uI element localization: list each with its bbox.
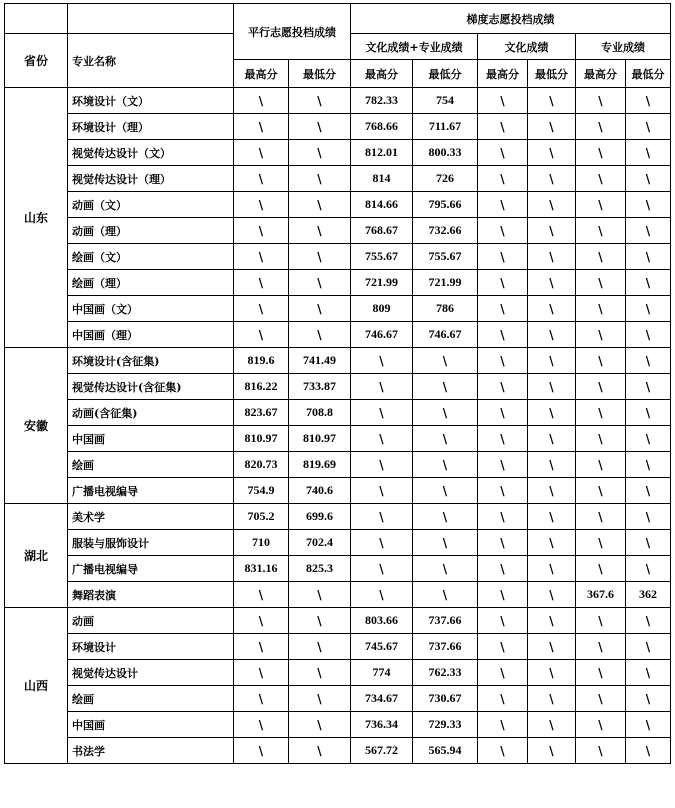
major-name-cell: 服装与服饰设计 xyxy=(68,530,234,556)
table-row xyxy=(5,348,671,374)
score-cell: \ xyxy=(478,530,528,556)
score-cell: \ xyxy=(528,452,576,478)
score-cell: \ xyxy=(478,400,528,426)
major-name-cell: 动画（理） xyxy=(68,218,234,244)
score-cell: 710 xyxy=(234,530,289,556)
score-cell: 820.73 xyxy=(234,452,289,478)
score-cell: \ xyxy=(576,608,626,634)
score-cell: \ xyxy=(478,348,528,374)
score-cell: \ xyxy=(351,556,413,582)
score-cell: \ xyxy=(528,296,576,322)
score-cell: \ xyxy=(289,582,351,608)
score-cell: \ xyxy=(626,504,671,530)
score-cell: \ xyxy=(289,738,351,764)
score-cell: \ xyxy=(351,530,413,556)
score-cell: \ xyxy=(626,530,671,556)
table-row xyxy=(5,712,671,738)
score-cell: \ xyxy=(626,114,671,140)
major-name-cell: 视觉传达设计(含征集) xyxy=(68,374,234,400)
score-cell: 812.01 xyxy=(351,140,413,166)
min-header: 最低分 xyxy=(289,60,351,88)
province-cell: 安徽 xyxy=(5,348,68,504)
major-name-cell: 中国画（文） xyxy=(68,296,234,322)
min-header: 最低分 xyxy=(413,60,478,88)
score-cell: \ xyxy=(289,608,351,634)
culture-plus-major-header: 文化成绩+专业成绩 xyxy=(351,34,478,60)
score-cell: \ xyxy=(528,504,576,530)
score-cell: \ xyxy=(289,660,351,686)
max-header: 最高分 xyxy=(234,60,289,88)
score-cell: 732.66 xyxy=(413,218,478,244)
score-cell: \ xyxy=(234,322,289,348)
score-cell: \ xyxy=(478,556,528,582)
score-cell: 768.66 xyxy=(351,114,413,140)
score-cell: \ xyxy=(289,270,351,296)
score-cell: 831.16 xyxy=(234,556,289,582)
score-cell: \ xyxy=(576,738,626,764)
score-cell: \ xyxy=(576,426,626,452)
score-cell: \ xyxy=(626,686,671,712)
table-row xyxy=(5,296,671,322)
score-cell: \ xyxy=(576,296,626,322)
score-cell: 809 xyxy=(351,296,413,322)
score-cell: 745.67 xyxy=(351,634,413,660)
score-cell: \ xyxy=(626,218,671,244)
table-row xyxy=(5,504,671,530)
major-name-cell: 美术学 xyxy=(68,504,234,530)
score-cell: \ xyxy=(351,348,413,374)
score-cell: \ xyxy=(289,296,351,322)
score-cell: 726 xyxy=(413,166,478,192)
score-cell: \ xyxy=(413,556,478,582)
score-cell: 762.33 xyxy=(413,660,478,686)
major-name-cell: 舞蹈表演 xyxy=(68,582,234,608)
score-cell: \ xyxy=(413,530,478,556)
score-cell: \ xyxy=(576,374,626,400)
score-cell: \ xyxy=(478,322,528,348)
score-cell: \ xyxy=(528,166,576,192)
major-name-cell: 动画(含征集) xyxy=(68,400,234,426)
score-cell: \ xyxy=(478,218,528,244)
score-cell: \ xyxy=(413,478,478,504)
score-cell: \ xyxy=(626,296,671,322)
major-name-cell: 绘画 xyxy=(68,686,234,712)
table-row xyxy=(5,114,671,140)
score-cell: \ xyxy=(234,114,289,140)
score-cell: \ xyxy=(626,712,671,738)
score-cell: 754.9 xyxy=(234,478,289,504)
score-cell: \ xyxy=(413,452,478,478)
score-cell: \ xyxy=(576,218,626,244)
score-cell: \ xyxy=(478,608,528,634)
major-score-header: 专业成绩 xyxy=(576,34,671,60)
score-cell: \ xyxy=(576,400,626,426)
score-cell: 699.6 xyxy=(289,504,351,530)
major-name-cell: 广播电视编导 xyxy=(68,478,234,504)
score-cell: \ xyxy=(351,426,413,452)
score-cell: \ xyxy=(528,322,576,348)
score-cell: \ xyxy=(234,582,289,608)
score-cell: 746.67 xyxy=(413,322,478,348)
score-cell: \ xyxy=(576,556,626,582)
score-cell: \ xyxy=(528,556,576,582)
score-cell: 810.97 xyxy=(289,426,351,452)
score-cell: \ xyxy=(413,504,478,530)
table-row xyxy=(5,374,671,400)
score-cell: 755.67 xyxy=(413,244,478,270)
score-cell: \ xyxy=(528,686,576,712)
score-cell: \ xyxy=(478,686,528,712)
table-row xyxy=(5,140,671,166)
score-cell: \ xyxy=(478,660,528,686)
score-cell: 782.33 xyxy=(351,88,413,114)
score-cell: 755.67 xyxy=(351,244,413,270)
score-cell: \ xyxy=(351,400,413,426)
score-cell: \ xyxy=(413,374,478,400)
score-cell: \ xyxy=(576,712,626,738)
score-cell: 721.99 xyxy=(413,270,478,296)
score-cell: 803.66 xyxy=(351,608,413,634)
score-cell: 737.66 xyxy=(413,634,478,660)
score-cell: \ xyxy=(289,634,351,660)
table-row xyxy=(5,608,671,634)
score-cell: \ xyxy=(576,192,626,218)
score-cell: \ xyxy=(234,660,289,686)
score-cell: \ xyxy=(626,660,671,686)
score-cell: 823.67 xyxy=(234,400,289,426)
score-cell: \ xyxy=(576,244,626,270)
table-row xyxy=(5,244,671,270)
score-cell: 814.66 xyxy=(351,192,413,218)
score-cell: \ xyxy=(576,348,626,374)
score-cell: \ xyxy=(576,530,626,556)
max-header: 最高分 xyxy=(478,60,528,88)
score-cell: 786 xyxy=(413,296,478,322)
score-cell: \ xyxy=(626,426,671,452)
province-header: 省份 xyxy=(5,34,68,88)
table-row xyxy=(5,478,671,504)
score-cell: \ xyxy=(351,478,413,504)
score-cell: \ xyxy=(626,322,671,348)
score-cell: \ xyxy=(478,270,528,296)
culture-header: 文化成绩 xyxy=(478,34,576,60)
score-cell: 567.72 xyxy=(351,738,413,764)
score-cell: 730.67 xyxy=(413,686,478,712)
score-cell: 734.67 xyxy=(351,686,413,712)
major-name-cell: 环境设计（理） xyxy=(68,114,234,140)
score-cell: \ xyxy=(478,166,528,192)
score-cell: 367.6 xyxy=(576,582,626,608)
score-cell: \ xyxy=(234,686,289,712)
score-cell: \ xyxy=(626,608,671,634)
score-cell: 721.99 xyxy=(351,270,413,296)
score-cell: 565.94 xyxy=(413,738,478,764)
score-cell: \ xyxy=(478,478,528,504)
min-header: 最低分 xyxy=(528,60,576,88)
score-cell: \ xyxy=(234,192,289,218)
score-cell: 800.33 xyxy=(413,140,478,166)
score-cell: \ xyxy=(289,244,351,270)
score-cell: \ xyxy=(234,244,289,270)
score-cell: \ xyxy=(528,426,576,452)
table-row xyxy=(5,270,671,296)
admission-scores-table xyxy=(4,3,671,764)
score-cell: \ xyxy=(528,738,576,764)
score-cell: \ xyxy=(478,452,528,478)
parallel-group-header: 平行志愿投档成绩 xyxy=(234,4,351,60)
score-cell: \ xyxy=(528,530,576,556)
score-cell: \ xyxy=(576,660,626,686)
major-name-cell: 中国画 xyxy=(68,712,234,738)
score-cell: \ xyxy=(478,192,528,218)
score-cell: \ xyxy=(528,712,576,738)
score-cell: 814 xyxy=(351,166,413,192)
province-cell: 山东 xyxy=(5,88,68,348)
score-cell: \ xyxy=(234,218,289,244)
score-cell: 708.8 xyxy=(289,400,351,426)
score-cell: \ xyxy=(289,322,351,348)
score-cell: 810.97 xyxy=(234,426,289,452)
score-cell: \ xyxy=(528,114,576,140)
score-cell: \ xyxy=(626,452,671,478)
score-cell: \ xyxy=(234,270,289,296)
score-cell: \ xyxy=(478,582,528,608)
score-cell: 774 xyxy=(351,660,413,686)
table-row xyxy=(5,426,671,452)
score-cell: \ xyxy=(478,426,528,452)
province-cell: 山西 xyxy=(5,608,68,764)
score-cell: 825.3 xyxy=(289,556,351,582)
score-cell: \ xyxy=(626,244,671,270)
score-cell: 729.33 xyxy=(413,712,478,738)
score-cell: \ xyxy=(626,348,671,374)
major-name-cell: 广播电视编导 xyxy=(68,556,234,582)
score-cell: \ xyxy=(289,686,351,712)
table-row xyxy=(5,88,671,114)
score-cell: \ xyxy=(528,400,576,426)
major-name-cell: 环境设计（文） xyxy=(68,88,234,114)
major-name-cell: 绘画（理） xyxy=(68,270,234,296)
score-cell: 819.6 xyxy=(234,348,289,374)
score-cell: \ xyxy=(528,634,576,660)
score-cell: \ xyxy=(576,452,626,478)
gradient-group-header: 梯度志愿投档成绩 xyxy=(351,4,671,34)
major-name-cell: 绘画（文） xyxy=(68,244,234,270)
score-cell: \ xyxy=(528,192,576,218)
score-cell: \ xyxy=(576,140,626,166)
table-row xyxy=(5,686,671,712)
score-cell: \ xyxy=(234,634,289,660)
max-header: 最高分 xyxy=(576,60,626,88)
score-cell: \ xyxy=(626,738,671,764)
table-row xyxy=(5,634,671,660)
score-cell: \ xyxy=(528,478,576,504)
table-row xyxy=(5,530,671,556)
score-cell: 711.67 xyxy=(413,114,478,140)
score-cell: \ xyxy=(576,88,626,114)
max-header: 最高分 xyxy=(351,60,413,88)
score-cell: \ xyxy=(528,140,576,166)
score-cell: 702.4 xyxy=(289,530,351,556)
table-row xyxy=(5,582,671,608)
score-cell: \ xyxy=(289,218,351,244)
table-row xyxy=(5,556,671,582)
score-cell: \ xyxy=(576,166,626,192)
header-blank-cell xyxy=(5,4,68,34)
major-name-cell: 视觉传达设计（文） xyxy=(68,140,234,166)
major-name-cell: 绘画 xyxy=(68,452,234,478)
score-cell: \ xyxy=(351,504,413,530)
score-cell: \ xyxy=(528,88,576,114)
score-cell: \ xyxy=(234,296,289,322)
score-cell: \ xyxy=(576,322,626,348)
score-cell: \ xyxy=(478,712,528,738)
table-row xyxy=(5,166,671,192)
score-cell: \ xyxy=(289,712,351,738)
score-cell: \ xyxy=(234,140,289,166)
table-row xyxy=(5,660,671,686)
score-cell: \ xyxy=(528,660,576,686)
score-cell: 816.22 xyxy=(234,374,289,400)
major-name-cell: 中国画 xyxy=(68,426,234,452)
score-cell: \ xyxy=(626,374,671,400)
score-cell: \ xyxy=(576,270,626,296)
major-name-cell: 动画 xyxy=(68,608,234,634)
score-cell: 705.2 xyxy=(234,504,289,530)
score-cell: \ xyxy=(351,452,413,478)
score-cell: \ xyxy=(234,166,289,192)
score-cell: \ xyxy=(528,374,576,400)
score-cell: 795.66 xyxy=(413,192,478,218)
score-cell: \ xyxy=(626,634,671,660)
score-cell: \ xyxy=(478,296,528,322)
score-cell: \ xyxy=(234,738,289,764)
score-cell: \ xyxy=(478,244,528,270)
score-cell: \ xyxy=(626,166,671,192)
major-name-cell: 视觉传达设计（理） xyxy=(68,166,234,192)
major-header: 专业名称 xyxy=(68,34,234,88)
score-cell: \ xyxy=(528,582,576,608)
score-cell: \ xyxy=(413,426,478,452)
score-cell: \ xyxy=(289,88,351,114)
score-cell: \ xyxy=(234,88,289,114)
score-cell: 746.67 xyxy=(351,322,413,348)
score-cell: \ xyxy=(626,400,671,426)
score-cell: \ xyxy=(528,270,576,296)
score-cell: \ xyxy=(478,114,528,140)
score-cell: \ xyxy=(576,114,626,140)
score-cell: \ xyxy=(234,712,289,738)
score-cell: \ xyxy=(478,634,528,660)
score-cell: \ xyxy=(351,582,413,608)
score-cell: \ xyxy=(413,348,478,374)
score-cell: \ xyxy=(478,504,528,530)
score-cell: \ xyxy=(478,88,528,114)
score-cell: \ xyxy=(478,374,528,400)
score-cell: \ xyxy=(234,608,289,634)
score-cell: 754 xyxy=(413,88,478,114)
major-name-cell: 视觉传达设计 xyxy=(68,660,234,686)
major-name-cell: 环境设计(含征集) xyxy=(68,348,234,374)
score-cell: \ xyxy=(576,686,626,712)
score-cell: 736.34 xyxy=(351,712,413,738)
score-cell: 733.87 xyxy=(289,374,351,400)
score-cell: \ xyxy=(528,608,576,634)
score-cell: \ xyxy=(413,400,478,426)
score-cell: \ xyxy=(289,140,351,166)
major-name-cell: 动画（文） xyxy=(68,192,234,218)
score-cell: \ xyxy=(413,582,478,608)
score-cell: \ xyxy=(626,270,671,296)
table-body xyxy=(5,88,671,764)
score-cell: 819.69 xyxy=(289,452,351,478)
score-cell: \ xyxy=(626,556,671,582)
score-cell: \ xyxy=(626,192,671,218)
score-cell: \ xyxy=(478,738,528,764)
score-cell: \ xyxy=(478,140,528,166)
min-header: 最低分 xyxy=(626,60,671,88)
score-cell: \ xyxy=(576,504,626,530)
table-row xyxy=(5,452,671,478)
major-name-cell: 书法学 xyxy=(68,738,234,764)
score-cell: \ xyxy=(528,244,576,270)
table-row xyxy=(5,738,671,764)
score-cell: \ xyxy=(626,478,671,504)
table-row xyxy=(5,192,671,218)
province-cell: 湖北 xyxy=(5,504,68,608)
score-cell: \ xyxy=(351,374,413,400)
header-blank-cell xyxy=(68,4,234,34)
score-cell: 768.67 xyxy=(351,218,413,244)
score-cell: \ xyxy=(626,140,671,166)
score-cell: \ xyxy=(626,88,671,114)
score-cell: \ xyxy=(576,478,626,504)
table-row xyxy=(5,322,671,348)
score-cell: \ xyxy=(528,218,576,244)
table-row xyxy=(5,400,671,426)
major-name-cell: 中国画（理） xyxy=(68,322,234,348)
score-cell: 737.66 xyxy=(413,608,478,634)
score-cell: 740.6 xyxy=(289,478,351,504)
score-cell: 741.49 xyxy=(289,348,351,374)
major-name-cell: 环境设计 xyxy=(68,634,234,660)
score-cell: 362 xyxy=(626,582,671,608)
score-cell: \ xyxy=(576,634,626,660)
score-cell: \ xyxy=(289,192,351,218)
score-cell: \ xyxy=(289,166,351,192)
table-header xyxy=(5,4,671,88)
score-cell: \ xyxy=(528,348,576,374)
score-cell: \ xyxy=(289,114,351,140)
table-row xyxy=(5,218,671,244)
